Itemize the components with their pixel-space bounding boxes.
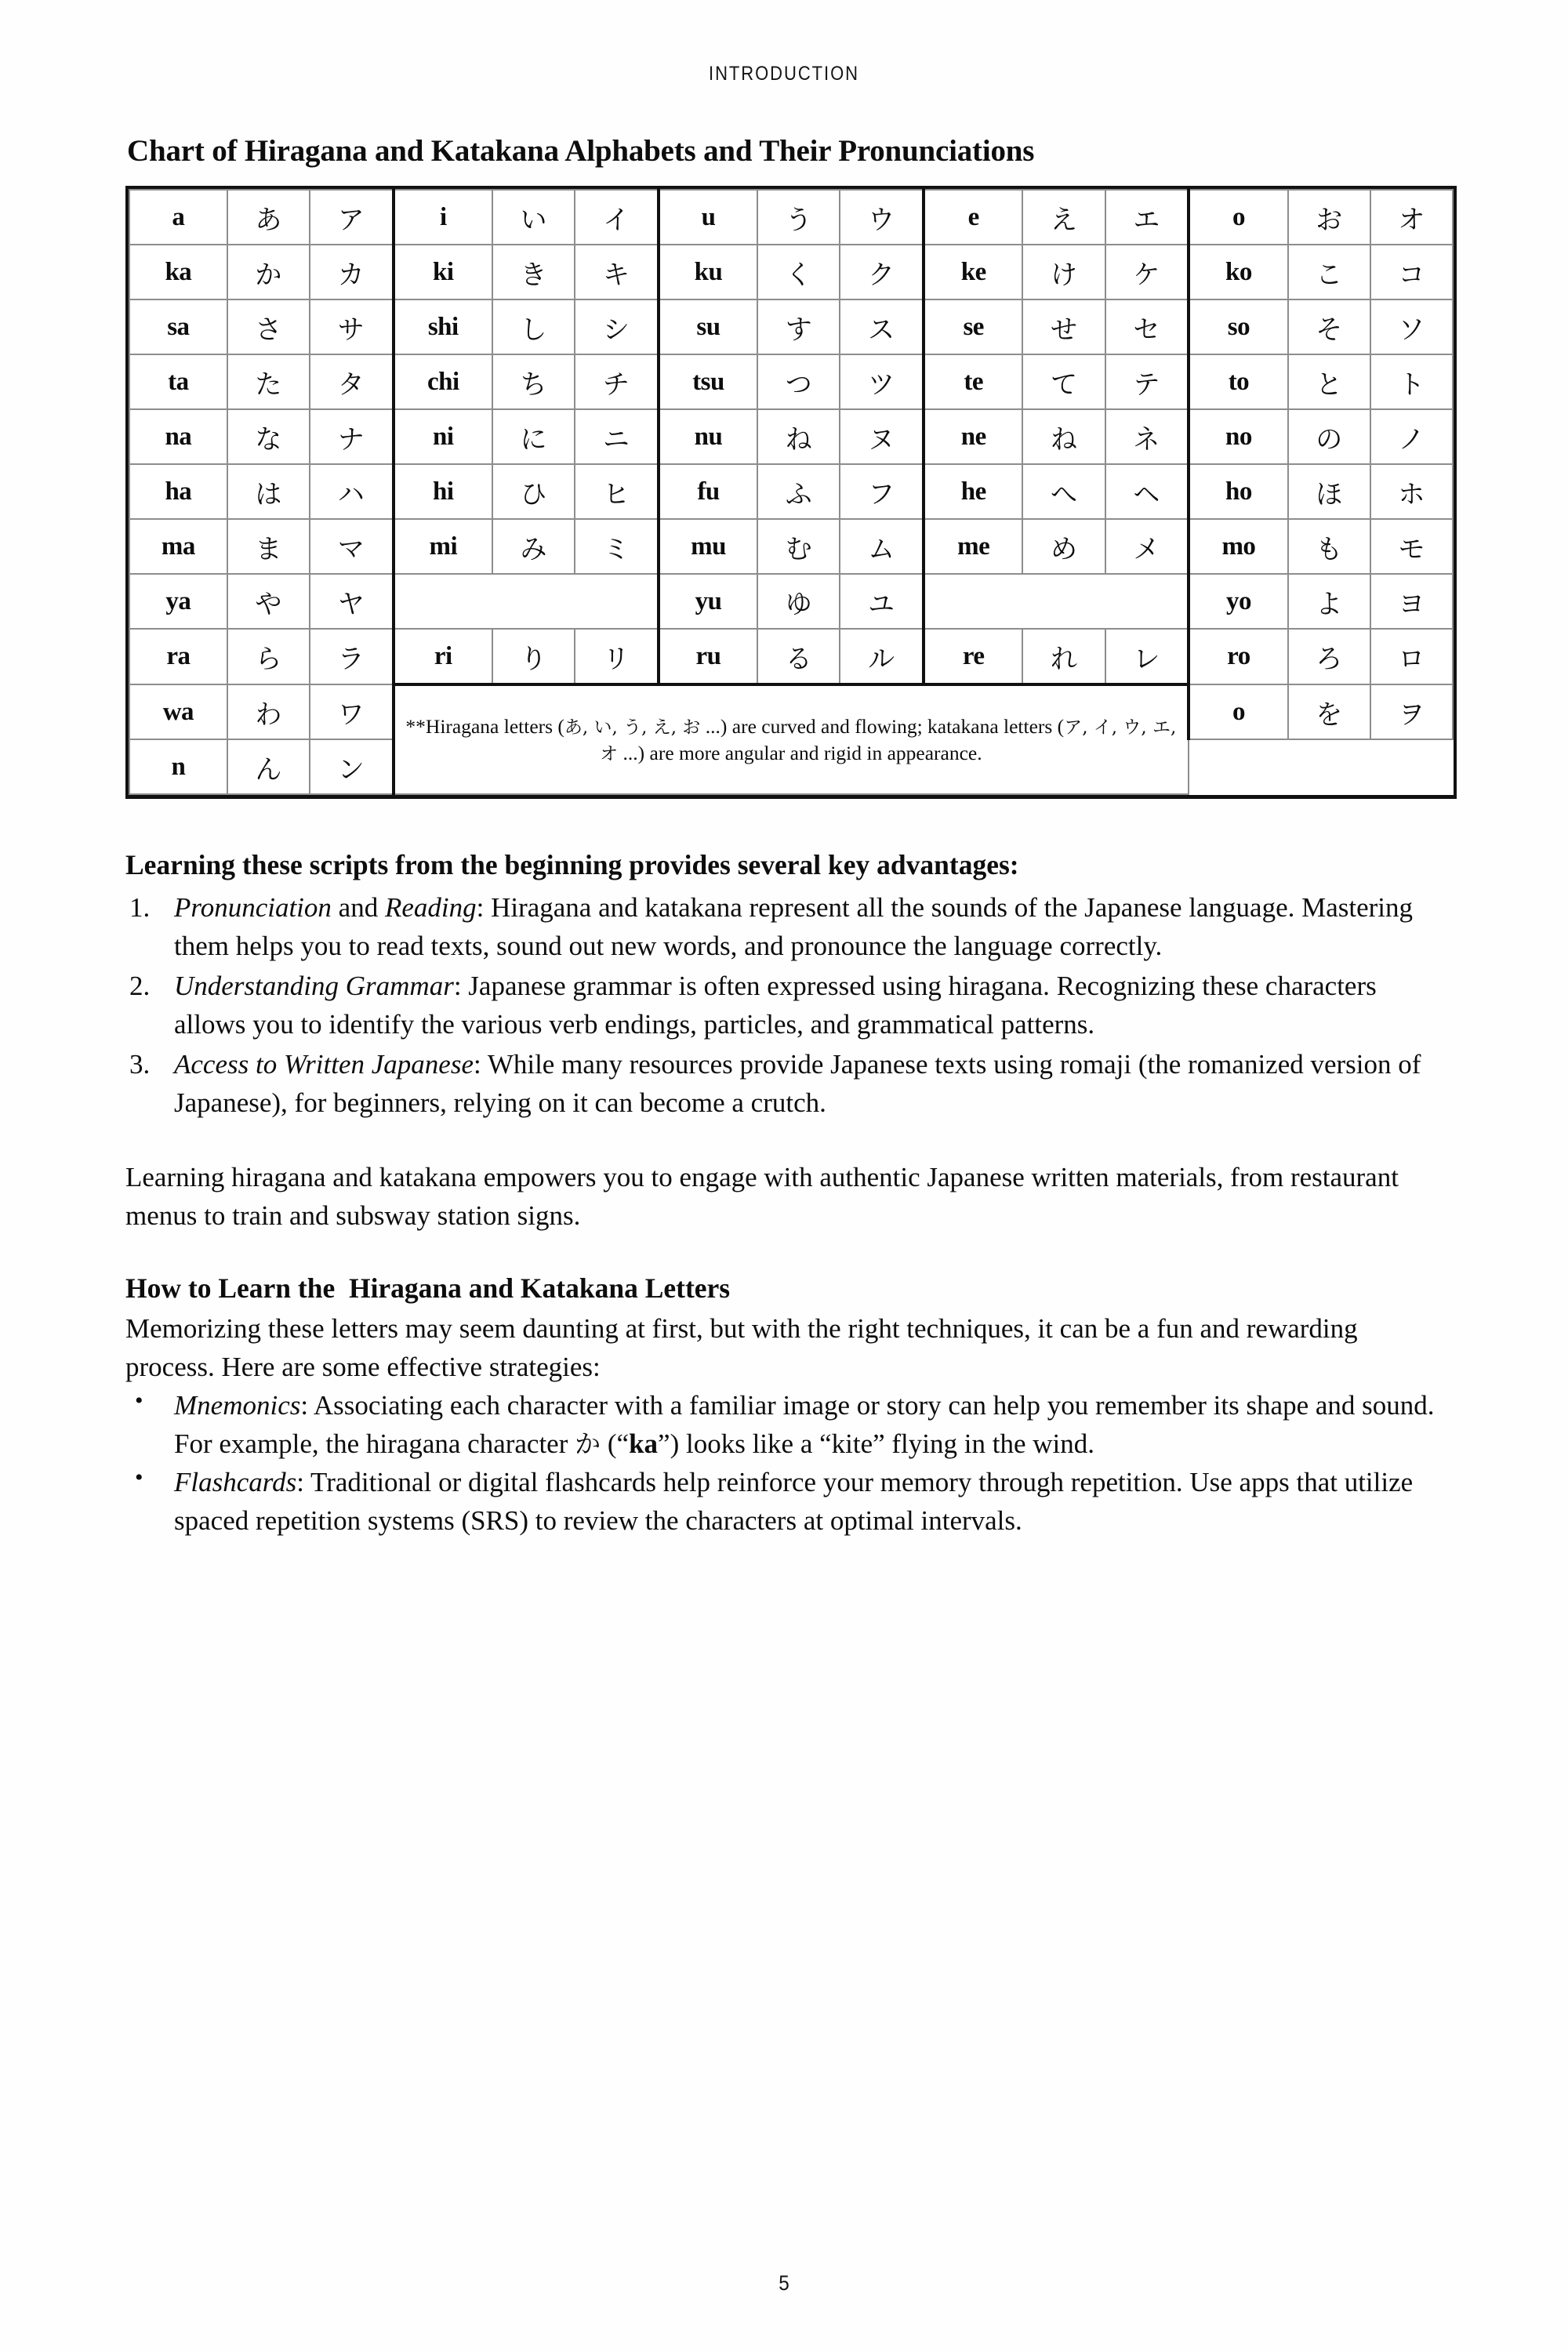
cell-hiragana: や: [227, 574, 310, 629]
cell-romaji: se: [924, 299, 1022, 354]
cell-romaji: o: [1189, 684, 1287, 739]
cell-katakana: オ: [1370, 190, 1453, 245]
list-item: [125, 1045, 1450, 1122]
cell-hiragana: き: [492, 245, 575, 299]
cell-hiragana: ね: [1022, 409, 1105, 464]
cell-hiragana: く: [757, 245, 840, 299]
tips-list: [125, 1386, 1450, 1540]
cell-hiragana: ら: [227, 629, 310, 684]
cell-romaji: ro: [1189, 629, 1287, 684]
cell-romaji: hi: [394, 464, 492, 519]
cell-katakana: ヤ: [310, 574, 394, 629]
cell-romaji: he: [924, 464, 1022, 519]
tip-term: Mnemonics: [174, 1390, 301, 1421]
cell-hiragana: な: [227, 409, 310, 464]
cell-romaji: yo: [1189, 574, 1287, 629]
cell-katakana: エ: [1105, 190, 1189, 245]
cell-blank: [924, 574, 1189, 629]
list-item: [125, 1386, 1450, 1463]
cell-hiragana: せ: [1022, 299, 1105, 354]
list-item: [125, 888, 1450, 965]
cell-romaji: u: [659, 190, 757, 245]
table-row: [129, 190, 1453, 245]
table-row: [129, 299, 1453, 354]
tip-kana-romaji: ka: [629, 1428, 659, 1460]
cell-romaji: nu: [659, 409, 757, 464]
table-row: [129, 684, 1453, 739]
list-item-term-secondary: Reading: [384, 891, 477, 923]
list-item-text: : Hiragana and katakana represent all the sounds of the Japanese language. Mastering them helps you to read texts, sound out new words, and pronounce the language correctly.: [174, 891, 1414, 961]
list-marker: 3.: [129, 1048, 151, 1080]
cell-katakana: ス: [840, 299, 924, 354]
cell-katakana: ロ: [1370, 629, 1453, 684]
table-row: [129, 519, 1453, 574]
cell-hiragana: め: [1022, 519, 1105, 574]
cell-hiragana: ほ: [1288, 464, 1370, 519]
cell-romaji: ma: [129, 519, 227, 574]
cell-hiragana: ふ: [757, 464, 840, 519]
cell-hiragana: と: [1288, 354, 1370, 409]
cell-katakana: フ: [840, 464, 924, 519]
footnote-prefix: **Hiragana letters (: [405, 714, 564, 738]
cell-romaji: chi: [394, 354, 492, 409]
cell-hiragana: そ: [1288, 299, 1370, 354]
cell-romaji: to: [1189, 354, 1287, 409]
cell-katakana: ヘ: [1105, 464, 1189, 519]
cell-romaji: ko: [1189, 245, 1287, 299]
chart-footnote: [394, 684, 1189, 794]
cell-romaji: sa: [129, 299, 227, 354]
chart-title: Chart of Hiragana and Katakana Alphabets and Their Pronunciations: [127, 134, 1035, 168]
kana-chart-table: [125, 186, 1457, 799]
advantages-list: [125, 888, 1450, 1122]
cell-romaji: mi: [394, 519, 492, 574]
body-copy: [125, 846, 1450, 1540]
cell-katakana: ソ: [1370, 299, 1453, 354]
table-row: [129, 574, 1453, 629]
cell-katakana: ノ: [1370, 409, 1453, 464]
cell-hiragana: ひ: [492, 464, 575, 519]
cell-katakana: ト: [1370, 354, 1453, 409]
cell-romaji: ri: [394, 629, 492, 684]
cell-katakana: ヨ: [1370, 574, 1453, 629]
cell-romaji: re: [924, 629, 1022, 684]
cell-katakana: キ: [575, 245, 659, 299]
cell-katakana: テ: [1105, 354, 1189, 409]
paragraph-spacer: [125, 1123, 1450, 1158]
cell-romaji: ra: [129, 629, 227, 684]
cell-romaji: mu: [659, 519, 757, 574]
list-item-conjunction: and: [331, 891, 385, 923]
how-to-intro-paragraph: Memorizing these letters may seem daunting at first, but with the right techniques, it can be a fun and rewarding process. Here are some effective strategies:: [125, 1313, 1358, 1383]
cell-romaji: te: [924, 354, 1022, 409]
cell-katakana: タ: [310, 354, 394, 409]
cell-katakana: メ: [1105, 519, 1189, 574]
list-item-term: Access to Written Japanese: [174, 1048, 474, 1080]
cell-hiragana: む: [757, 519, 840, 574]
cell-hiragana: け: [1022, 245, 1105, 299]
cell-katakana: チ: [575, 354, 659, 409]
cell-romaji: ku: [659, 245, 757, 299]
cell-blank: [394, 574, 659, 629]
list-item: [125, 1463, 1450, 1540]
cell-katakana: ツ: [840, 354, 924, 409]
cell-katakana: ン: [310, 739, 394, 794]
cell-romaji: ta: [129, 354, 227, 409]
cell-katakana: ウ: [840, 190, 924, 245]
tip-text-open-quote: (“: [601, 1428, 630, 1460]
cell-katakana: セ: [1105, 299, 1189, 354]
cell-katakana: ム: [840, 519, 924, 574]
cell-katakana: ネ: [1105, 409, 1189, 464]
cell-hiragana: わ: [227, 684, 310, 739]
cell-katakana: ニ: [575, 409, 659, 464]
cell-romaji: na: [129, 409, 227, 464]
bullet-icon: •: [135, 1388, 143, 1414]
running-header: INTRODUCTION: [709, 63, 859, 85]
list-item-term: Understanding Grammar: [174, 970, 454, 1001]
cell-katakana: コ: [1370, 245, 1453, 299]
cell-romaji: ki: [394, 245, 492, 299]
cell-hiragana: う: [757, 190, 840, 245]
empowers-paragraph: Learning hiragana and katakana empowers you to engage with authentic Japanese written materials, from restaurant menus to train and subsway station signs.: [125, 1161, 1399, 1231]
cell-romaji: ke: [924, 245, 1022, 299]
cell-hiragana: ゆ: [757, 574, 840, 629]
table-row: [129, 409, 1453, 464]
cell-hiragana: ん: [227, 739, 310, 794]
cell-romaji: ya: [129, 574, 227, 629]
cell-romaji: mo: [1189, 519, 1287, 574]
cell-hiragana: か: [227, 245, 310, 299]
cell-katakana: レ: [1105, 629, 1189, 684]
cell-hiragana: を: [1288, 684, 1370, 739]
cell-katakana: ホ: [1370, 464, 1453, 519]
cell-hiragana: り: [492, 629, 575, 684]
cell-hiragana: さ: [227, 299, 310, 354]
cell-hiragana: お: [1288, 190, 1370, 245]
cell-romaji: a: [129, 190, 227, 245]
cell-hiragana: し: [492, 299, 575, 354]
advantages-heading: Learning these scripts from the beginning provides several key advantages:: [125, 849, 1019, 880]
cell-romaji: su: [659, 299, 757, 354]
cell-hiragana: い: [492, 190, 575, 245]
cell-katakana: マ: [310, 519, 394, 574]
cell-romaji: tsu: [659, 354, 757, 409]
footnote-suffix: ...) are more angular and rigid in appearance.: [618, 741, 982, 764]
cell-katakana: カ: [310, 245, 394, 299]
cell-romaji: so: [1189, 299, 1287, 354]
tip-term: Flashcards: [174, 1467, 297, 1498]
section-spacer: [125, 1235, 1450, 1269]
cell-hiragana: え: [1022, 190, 1105, 245]
cell-hiragana: よ: [1288, 574, 1370, 629]
cell-hiragana: も: [1288, 519, 1370, 574]
cell-hiragana: に: [492, 409, 575, 464]
cell-katakana: モ: [1370, 519, 1453, 574]
cell-katakana: ル: [840, 629, 924, 684]
cell-romaji: ha: [129, 464, 227, 519]
cell-hiragana: こ: [1288, 245, 1370, 299]
tip-text: : Associating each character with a familiar image or story can help you remember its shape and sound. For example, the hiragana character: [174, 1390, 1435, 1460]
cell-katakana: リ: [575, 629, 659, 684]
list-item: [125, 967, 1450, 1044]
cell-katakana: ミ: [575, 519, 659, 574]
cell-hiragana: あ: [227, 190, 310, 245]
table-row: [129, 354, 1453, 409]
cell-katakana: ユ: [840, 574, 924, 629]
cell-katakana: ケ: [1105, 245, 1189, 299]
cell-hiragana: み: [492, 519, 575, 574]
table-row: [129, 629, 1453, 684]
cell-romaji: o: [1189, 190, 1287, 245]
cell-hiragana: ち: [492, 354, 575, 409]
cell-romaji: fu: [659, 464, 757, 519]
cell-romaji: ru: [659, 629, 757, 684]
cell-romaji: shi: [394, 299, 492, 354]
cell-romaji: wa: [129, 684, 227, 739]
list-marker: 1.: [129, 891, 151, 923]
cell-hiragana: た: [227, 354, 310, 409]
cell-hiragana: て: [1022, 354, 1105, 409]
cell-romaji: no: [1189, 409, 1287, 464]
cell-hiragana: る: [757, 629, 840, 684]
list-item-term: Pronunciation: [174, 891, 332, 923]
kana-table-body: [129, 190, 1453, 794]
cell-katakana: ク: [840, 245, 924, 299]
list-item-text: : While many resources provide Japanese texts using romaji (the romanized version of Japanese), for beginners, relying on it can become a crutch.: [174, 1048, 1421, 1118]
page-number: 5: [779, 2271, 789, 2295]
table-row: [129, 245, 1453, 299]
cell-romaji: i: [394, 190, 492, 245]
cell-katakana: シ: [575, 299, 659, 354]
cell-hiragana: の: [1288, 409, 1370, 464]
cell-hiragana: ろ: [1288, 629, 1370, 684]
tip-kana-example: か: [575, 1428, 601, 1460]
cell-hiragana: へ: [1022, 464, 1105, 519]
cell-romaji: e: [924, 190, 1022, 245]
cell-katakana: ナ: [310, 409, 394, 464]
cell-romaji: me: [924, 519, 1022, 574]
cell-katakana: ア: [310, 190, 394, 245]
cell-katakana: サ: [310, 299, 394, 354]
cell-katakana: ヌ: [840, 409, 924, 464]
cell-katakana: ワ: [310, 684, 394, 739]
cell-romaji: ka: [129, 245, 227, 299]
cell-hiragana: す: [757, 299, 840, 354]
bullet-icon: •: [135, 1465, 143, 1491]
cell-romaji: n: [129, 739, 227, 794]
cell-hiragana: ね: [757, 409, 840, 464]
how-to-learn-heading: How to Learn the Hiragana and Katakana Letters: [125, 1272, 731, 1304]
page-content: [125, 133, 1450, 1540]
list-marker: 2.: [129, 970, 151, 1001]
cell-katakana: ハ: [310, 464, 394, 519]
cell-hiragana: つ: [757, 354, 840, 409]
cell-hiragana: ま: [227, 519, 310, 574]
cell-romaji: ni: [394, 409, 492, 464]
tip-text: : Traditional or digital flashcards help reinforce your memory through repetition. Use apps that utilize spaced repetition systems (SRS) to review the characters at optimal intervals.: [174, 1467, 1414, 1537]
footnote-katakana-examples: ア, イ, ウ, エ, オ: [600, 717, 1177, 764]
cell-romaji: ho: [1189, 464, 1287, 519]
cell-romaji: ne: [924, 409, 1022, 464]
table-row: [129, 464, 1453, 519]
tip-text-close: ”) looks like a “kite” flying in the wind.: [658, 1428, 1094, 1460]
footnote-middle: ...) are curved and flowing; katakana letters (: [700, 714, 1065, 738]
footnote-hiragana-examples: あ, い, う, え, お: [564, 717, 701, 738]
cell-katakana: イ: [575, 190, 659, 245]
list-item-text: : Japanese grammar is often expressed using hiragana. Recognizing these characters allows you to identify the various verb endings, particles, and grammatical patterns.: [174, 970, 1377, 1040]
cell-katakana: ヲ: [1370, 684, 1453, 739]
cell-katakana: ラ: [310, 629, 394, 684]
cell-romaji: yu: [659, 574, 757, 629]
cell-katakana: ヒ: [575, 464, 659, 519]
cell-hiragana: れ: [1022, 629, 1105, 684]
cell-hiragana: は: [227, 464, 310, 519]
